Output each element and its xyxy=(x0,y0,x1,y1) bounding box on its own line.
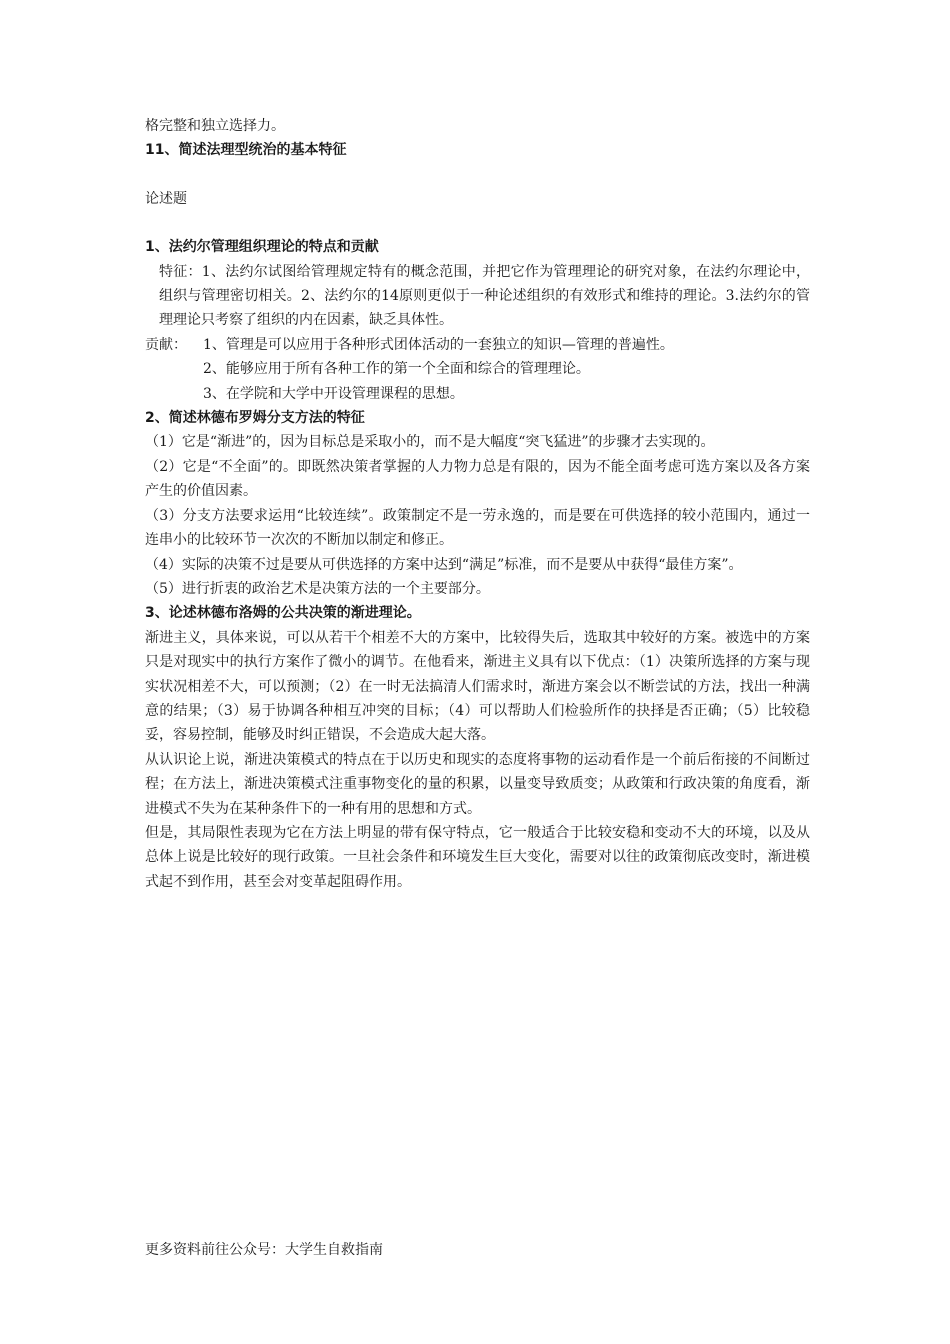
essay-q2-point-2: （2）它是“不全面”的。即既然决策者掌握的人力物力总是有限的，因为不能全面考虑可选方案以及各方案产生的价值因素。 xyxy=(145,458,810,500)
essay-q3-paragraph-1: 渐进主义，具体来说，可以从若干个相差不大的方案中，比较得失后，选取其中较好的方案。被选中的方案只是对现实中的执行方案作了微小的调节。在他看来，渐进主义具有以下优点：（1）决策所选择的方案与现实状况相差不大，可以预测；（2）在一时无法搞清人们需求时，渐进方案会以不断尝试的方法，找出一种满意的结果；（3）易于协调各种相互冲突的目标；（4）可以帮助人们检验所作的抉择是否正确；（5）比较稳妥，容易控制，能够及时纠正错误，不会造成大起大落。 xyxy=(145,629,810,744)
essay-q2-heading: 2、简述林德布罗姆分支方法的特征 xyxy=(145,410,365,427)
essay-q1-heading: 1、法约尔管理组织理论的特点和贡献 xyxy=(145,239,379,256)
carryover-line: 格完整和独立选择力。 xyxy=(145,118,285,134)
essay-q2-point-5: （5）进行折衷的政治艺术是决策方法的一个主要部分。 xyxy=(145,580,490,597)
essay-q2-point-4: （4）实际的决策不过是要从可供选择的方案中达到“满足”标准，而不是要从中获得“最佳方案”。 xyxy=(145,556,743,573)
essay-q3-heading: 3、论述林德布洛姆的公共决策的渐进理论。 xyxy=(145,605,421,622)
contribution-item-2: 2、能够应用于所有各种工作的第一个全面和综合的管理理论。 xyxy=(203,361,590,378)
essay-q3-paragraph-3: 但是，其局限性表现为它在方法上明显的带有保守特点，它一般适合于比较安稳和变动不大的环境，以及从总体上说是比较好的现行政策。一旦社会条件和环境发生巨大变化，需要对以往的政策彻底改变时，渐进模式起不到作用，甚至会对变革起阻碍作用。 xyxy=(145,824,810,890)
question-11-heading: 11、简述法理型统治的基本特征 xyxy=(145,142,347,159)
contribution-label: 贡献： xyxy=(145,336,187,353)
contribution-item-3: 3、在学院和大学中开设管理课程的思想。 xyxy=(203,385,464,402)
essay-q2-point-3: （3）分支方法要求运用“比较连续”。政策制定不是一劳永逸的，而是要在可供选择的较小范围内，通过一连串小的比较环节一次次的不断加以制定和修正。 xyxy=(145,507,810,549)
essay-q1-features: 特征：1、法约尔试图给管理规定特有的概念范围，并把它作为管理理论的研究对象，在法约尔理论中，组织与管理密切相关。2、法约尔的14原则更似于一种论述组织的有效形式和维持的理论。3.法约尔的管理理论只考察了组织的内在因素，缺乏具体性。 xyxy=(159,263,810,329)
document-body xyxy=(145,114,810,894)
essay-q2-point-1: （1）它是“渐进”的，因为目标总是采取小的，而不是大幅度“突飞猛进”的步骤才去实现的。 xyxy=(145,434,715,451)
essay-q1-contribution-row xyxy=(145,333,810,357)
footer-note: 更多资料前往公众号：大学生自救指南 xyxy=(145,1242,383,1258)
essay-section-title: 论述题 xyxy=(145,190,187,207)
contribution-item-1: 1、管理是可以应用于各种形式团体活动的一套独立的知识—管理的普遍性。 xyxy=(203,336,674,353)
essay-q3-paragraph-2: 从认识论上说，渐进决策模式的特点在于以历史和现实的态度将事物的运动看作是一个前后衔接的不间断过程；在方法上，渐进决策模式注重事物变化的量的积累，以量变导致质变；从政策和行政决策的角度看，渐进模式不失为在某种条件下的一种有用的思想和方式。 xyxy=(145,751,810,817)
